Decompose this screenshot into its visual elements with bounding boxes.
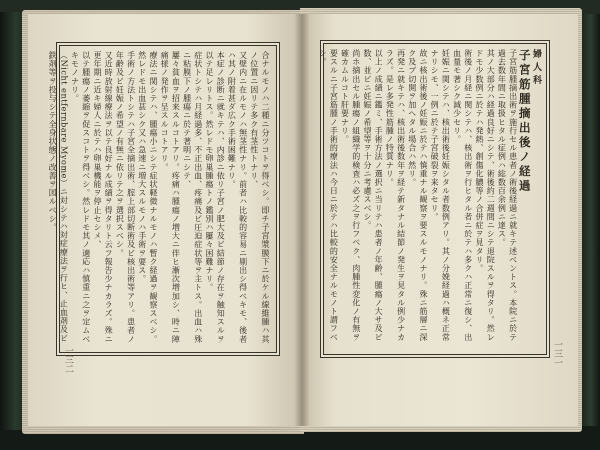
right-text-frame	[320, 40, 550, 358]
paragraph: 症状トシテハ月経過多、不正出血、疼痛及ビ圧迫症状等ヲ主トス。出血ハ殊ニ粘膜下ノ腫瘍ニ於テ著明ニシテ、	[182, 51, 203, 344]
paragraph: 又近時放射線療法ヲ以テ良好ナル成績ヲ得タリト云フ報告少ナカラズ。殊ニ更年期ニ近キ婦人ニ於テハ卵巣機能ヲ停止セシメ、	[92, 51, 114, 344]
right-page	[302, 14, 578, 426]
article-heading: 子宮筋腫摘出後ノ経過	[517, 49, 532, 194]
paragraph: 療法ニ関シテハ、腫瘍小ニシテ症状軽微ナルモノハ暫ク経過ヲ観察スベシ。然レドモ出血甚シク又ハ急速ニ増大スルモノハ手術ヲ要ス。	[137, 51, 158, 344]
right-cover-board	[582, 14, 600, 426]
paragraph: 再発ニ就キテハ、核出術後数年ヲ経テ新タナル結節ノ発生ヲ見タル例少ナカラズ。是レ多発性筋腫ノ特質ナリ。	[385, 49, 406, 342]
paragraph: 尚ホ摘出セル腫瘍ノ組織学的検査ハ必ズ之ヲ行フベク、肉腫性変化ノ有無ヲ確カムルコト肝要ナリ。	[340, 49, 361, 342]
left-text-frame	[48, 42, 280, 356]
left-page	[28, 14, 302, 426]
paragraph: 以テ腫瘍ノ萎縮ヲ促スコトヲ得ベシ。然レドモ其ノ適応ハ慎重ニ之ヲ定ムベキモノナリ。	[70, 51, 91, 344]
left-page-number: 一三二	[63, 346, 73, 373]
right-body-text	[318, 49, 541, 349]
paragraph: 手術ノ方法トシテハ子宮全摘出術、腟上部切断術及ビ核出術等アリ。患者ノ年齢及ビ妊娠ノ希望ノ有無ニ依リテ之ヲ選択スベシ。	[115, 51, 136, 344]
paragraph: 要スルニ子宮筋腫ノ手術的療法ハ今日ニ於テハ比較的安全ナルモノト謂フベシ。	[318, 49, 339, 342]
paragraph: 其ノ大部分ハ経過良好ニシテ、術後約二週間ニシテ退院スルヲ得タリ。然レドモ少数例ニ於テハ発熱、創傷化膿等ノ合併症ヲ見タリ。	[474, 49, 496, 342]
paragraph: 術後ノ月経ニ関シテハ、核出術ヲ行ヒタル者ニ於テハ多クハ正常ニ復シ、出血量モ著シク減少セリ。	[452, 49, 473, 342]
paragraph: 合ナルモノハ二種ニ分ツコトヲ得ベシ。即チ子宮漿膜下ニ於ケル線維腫ハ其ノ位置ニ因リテ多ク有茎性トナリ、	[249, 51, 270, 344]
paragraph: 以上ノ成績ニ鑑ミ、手術方法ノ選択ニ当リテハ患者ノ年齢、腫瘍ノ大サ及ビ数、並ビニ妊娠ノ希望等ヲ十分ニ考慮スベシ。	[362, 49, 384, 342]
paragraph: 本症ノ診断ニ就キテハ、内診ニ依リ子宮ノ肥大及ビ結節ノ存在ヲ触知スルヲ以テ足レリトス。然レドモ卵巣腫瘍トノ鑑別ハ屢々困難ナリ。	[204, 51, 226, 344]
paragraph: 又壁内ニ在ルモノハ無茎性ナリ。前者ハ比較的容易ニ剔出シ得ベキモ、後者ハ其ノ附着甚ダ広ク手術困難ナリ。	[227, 51, 248, 344]
paragraph: 屢々貧血ヲ招来スルコトアリ。疼痛ハ腫瘍ノ増大ニ伴ヒ漸次増加シ、時ニ陣痛様ノ発作ヲ呈スルコトアリ。	[160, 51, 181, 344]
paragraph: （Nicht entfernbare Myome）ニ対シテハ対症療法ヲ行ヒ、止血剤及ビ鉄剤等ヲ投与シテ全身状態ノ改善ヲ図ルベシ。	[48, 51, 69, 343]
paragraph: 子宮筋腫摘出術ヲ施行セル患者ノ術後経過ニ就キテ述ベントス。本院ニ於テ過去数年間ニ取扱ヒタル症例ハ総数百余例ニ達ス。	[497, 49, 518, 342]
paragraph: 故ニ核出術後ノ妊娠ニ於テハ慎重ナル観察ヲ要スルモノナリ。殊ニ筋層ニ深ク及ブ切開ヲ加ヘタル場合ハ然リ。	[407, 49, 428, 342]
left-body-text	[48, 51, 271, 347]
paragraph: 妊娠ニ関シテハ、核出術後妊娠シタル者数例アリ。其ノ分娩経過ハ概ネ正常ナリシモ、一例ニ於テ子宮破裂ヲ来タセリ。	[430, 49, 451, 342]
right-page-number: 一三一	[552, 340, 562, 367]
book-gutter	[294, 14, 310, 426]
section-label: 婦人科	[531, 49, 541, 88]
